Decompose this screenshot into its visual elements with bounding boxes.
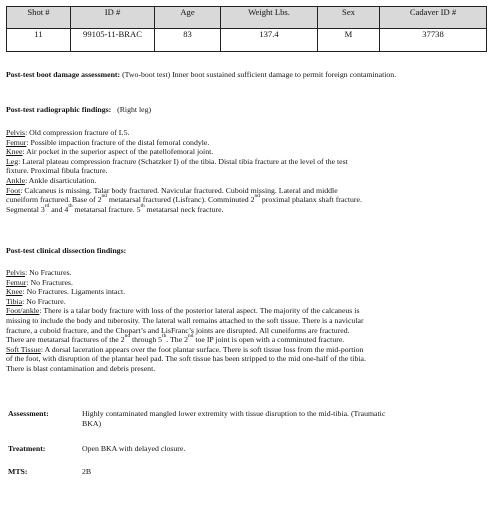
col-cadaver-id: Cadaver ID # bbox=[380, 7, 487, 29]
cell-id: 99105-11-BRAC bbox=[71, 29, 155, 52]
clin-tibia: Tibia: No Fracture. bbox=[6, 296, 66, 306]
assessment-text: Highly contaminated mangled lower extremity with tissue disruption to the mid-tibia. (Traumatic BKA) bbox=[82, 409, 386, 428]
col-weight: Weight Lbs. bbox=[221, 7, 318, 29]
clin-knee: Knee: No Fractures. Ligaments intact. bbox=[6, 287, 126, 297]
specimen-table bbox=[6, 6, 487, 52]
treatment-label: Treatment: bbox=[8, 444, 46, 453]
col-sex: Sex bbox=[318, 7, 380, 29]
cell-shot: 11 bbox=[7, 29, 71, 52]
clin-foot-ankle-cont3: There are metatarsal fractures of the 2nd through 5th. The 2nd toe IP joint is open with a comminuted fracture. bbox=[6, 333, 345, 345]
clin-soft-tissue-cont2: There is blast contamination and debris present. bbox=[6, 363, 156, 373]
clin-foot-ankle-cont2: fracture, a cuboid fracture, and the Chopart’s and LisFranc’s joints are disrupted. All cuneiforms are fractured. bbox=[6, 325, 350, 335]
boot-damage-text: (Two-boot test) Inner boot sustained sufficient damage to permit foreign contamination. bbox=[120, 70, 397, 79]
radiographic-heading-line bbox=[6, 105, 488, 115]
cell-age: 83 bbox=[155, 29, 221, 52]
col-shot: Shot # bbox=[7, 7, 71, 29]
clin-soft-tissue-cont1: of the foot, with disruption of the plantar heel pad. The soft tissue has been stripped to the mid one-half of the tibia. bbox=[6, 354, 366, 364]
radiographic-side: (Right leg) bbox=[117, 105, 152, 114]
table-row bbox=[7, 29, 487, 52]
radiographic-findings bbox=[6, 128, 488, 214]
clin-pelvis: Pelvis: No Fractures. bbox=[6, 268, 72, 277]
mts-text: 2B bbox=[82, 467, 92, 476]
col-id: ID # bbox=[71, 7, 155, 29]
cell-cadaver-id: 37738 bbox=[380, 29, 487, 52]
clin-foot-ankle-cont1: missing to include the body and tuberosity. The lateral wall remains attached to the soft tissue. There is a navicular bbox=[6, 315, 364, 325]
rad-leg-cont: fixture. Proximal fibula fracture. bbox=[6, 166, 108, 176]
radiographic-heading: Post-test radiographic findings: bbox=[6, 105, 112, 114]
assessment-label: Assessment: bbox=[8, 409, 49, 418]
rad-foot-cont1: cuneiform fractured. Base of 2nd metatarsal fractured (Lisfranc). Comminuted 2nd proximal phalanx shaft fracture. bbox=[6, 193, 362, 205]
clin-soft-tissue: Soft Tissue: A dorsal laceration appears over the foot plantar surface. There is soft tissue loss from the mid-portion bbox=[6, 344, 364, 354]
rad-foot: Foot: Calcaneus is missing. Talar body fractured. Navicular fractured. Cuboid missing. Lateral and middle bbox=[6, 185, 338, 195]
cell-sex: M bbox=[318, 29, 380, 52]
col-age: Age bbox=[155, 7, 221, 29]
clinical-heading: Post-test clinical dissection findings: bbox=[6, 246, 127, 255]
rad-ankle: Ankle: Ankle disarticulation. bbox=[6, 175, 97, 185]
clinical-findings bbox=[6, 268, 488, 374]
rad-foot-cont2: Segmental 3rd and 4th metatarsal fracture. 5th metatarsal neck fracture. bbox=[6, 202, 224, 214]
cell-weight: 137.4 bbox=[221, 29, 318, 52]
boot-damage-heading: Post-test boot damage assessment: bbox=[6, 70, 121, 79]
treatment-text: Open BKA with delayed closure. bbox=[82, 444, 186, 453]
rad-leg: Leg: Lateral plateau compression fracture (Schatzker I) of the tibia. Distal tibia fracture at the level of the test bbox=[6, 156, 348, 166]
mts-label: MTS: bbox=[8, 467, 28, 476]
clin-foot-ankle: Foot/ankle: There is a talar body fracture with loss of the posterior lateral aspect. The majority of the calcaneus is bbox=[6, 306, 360, 316]
rad-knee: Knee: Air pocket in the superior aspect of the patellofemoral joint. bbox=[6, 147, 214, 157]
rad-femur: Femur: Possible impaction fracture of the distal femoral condyle. bbox=[6, 137, 210, 147]
clin-femur: Femur: No Fractures. bbox=[6, 277, 73, 287]
rad-pelvis: Pelvis: Old compression fracture of L5. bbox=[6, 128, 130, 137]
table-header-row bbox=[7, 7, 487, 29]
boot-damage-section bbox=[6, 70, 488, 80]
clinical-heading-line bbox=[6, 246, 488, 256]
